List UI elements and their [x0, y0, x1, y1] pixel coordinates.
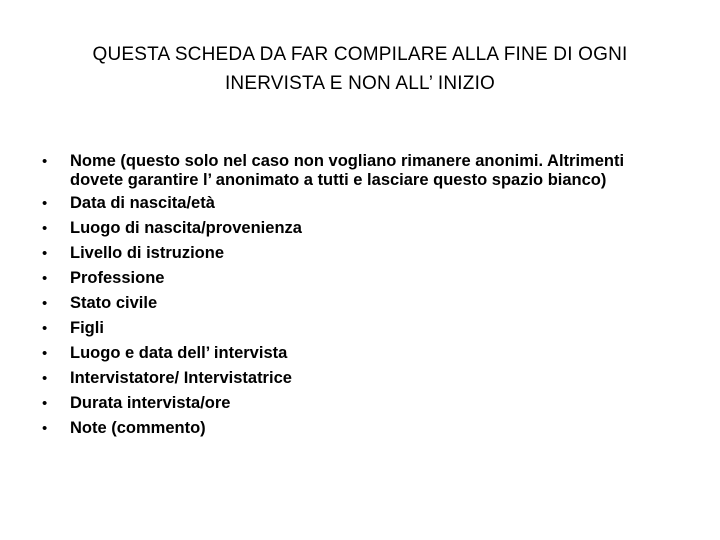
bullet-icon: •	[42, 395, 48, 412]
list-item	[40, 152, 680, 190]
list-item	[40, 219, 680, 238]
list-item	[40, 344, 680, 363]
bullet-icon: •	[42, 320, 48, 337]
slide-title-line-2: INERVISTA E NON ALL’ INIZIO	[224, 73, 496, 94]
list-item-text: Note (commento)	[70, 419, 206, 437]
list-item-text: Intervistatore/ Intervistatrice	[70, 369, 292, 387]
list-item	[40, 269, 680, 288]
slide-title-line-1: QUESTA SCHEDA DA FAR COMPILARE ALLA FINE DI OGNI	[92, 44, 628, 65]
list-item	[40, 319, 680, 338]
bullet-icon: •	[42, 270, 48, 287]
list-item	[40, 394, 680, 413]
bullet-icon: •	[42, 245, 48, 262]
bullet-icon: •	[42, 420, 48, 437]
list-item-text: Luogo e data dell’ intervista	[70, 344, 288, 362]
bullet-icon: •	[42, 370, 48, 387]
list-item-text: Durata intervista/ore	[70, 394, 231, 412]
list-item-text: Data di nascita/età	[70, 194, 215, 212]
list-item-text: Nome (questo solo nel caso non vogliano rimanere anonimi. Altrimenti dovete garantire l’ anonimato a tutti e lasciare questo spazio bianco)	[70, 152, 625, 189]
list-item	[40, 294, 680, 313]
list-item	[40, 419, 680, 438]
bullet-icon: •	[42, 195, 48, 212]
list-item	[40, 369, 680, 388]
bullet-icon: •	[42, 345, 48, 362]
list-item	[40, 194, 680, 213]
bullet-icon: •	[42, 220, 48, 237]
bullet-list	[40, 152, 680, 444]
bullet-icon: •	[42, 295, 48, 312]
bullet-icon: •	[42, 153, 48, 170]
slide-title	[40, 40, 680, 98]
list-item	[40, 244, 680, 263]
list-item-text: Stato civile	[70, 294, 158, 312]
list-item-text: Luogo di nascita/provenienza	[70, 219, 302, 237]
list-item-text: Professione	[70, 269, 165, 287]
list-item-text: Figli	[70, 319, 104, 337]
list-item-text: Livello di istruzione	[70, 244, 225, 262]
